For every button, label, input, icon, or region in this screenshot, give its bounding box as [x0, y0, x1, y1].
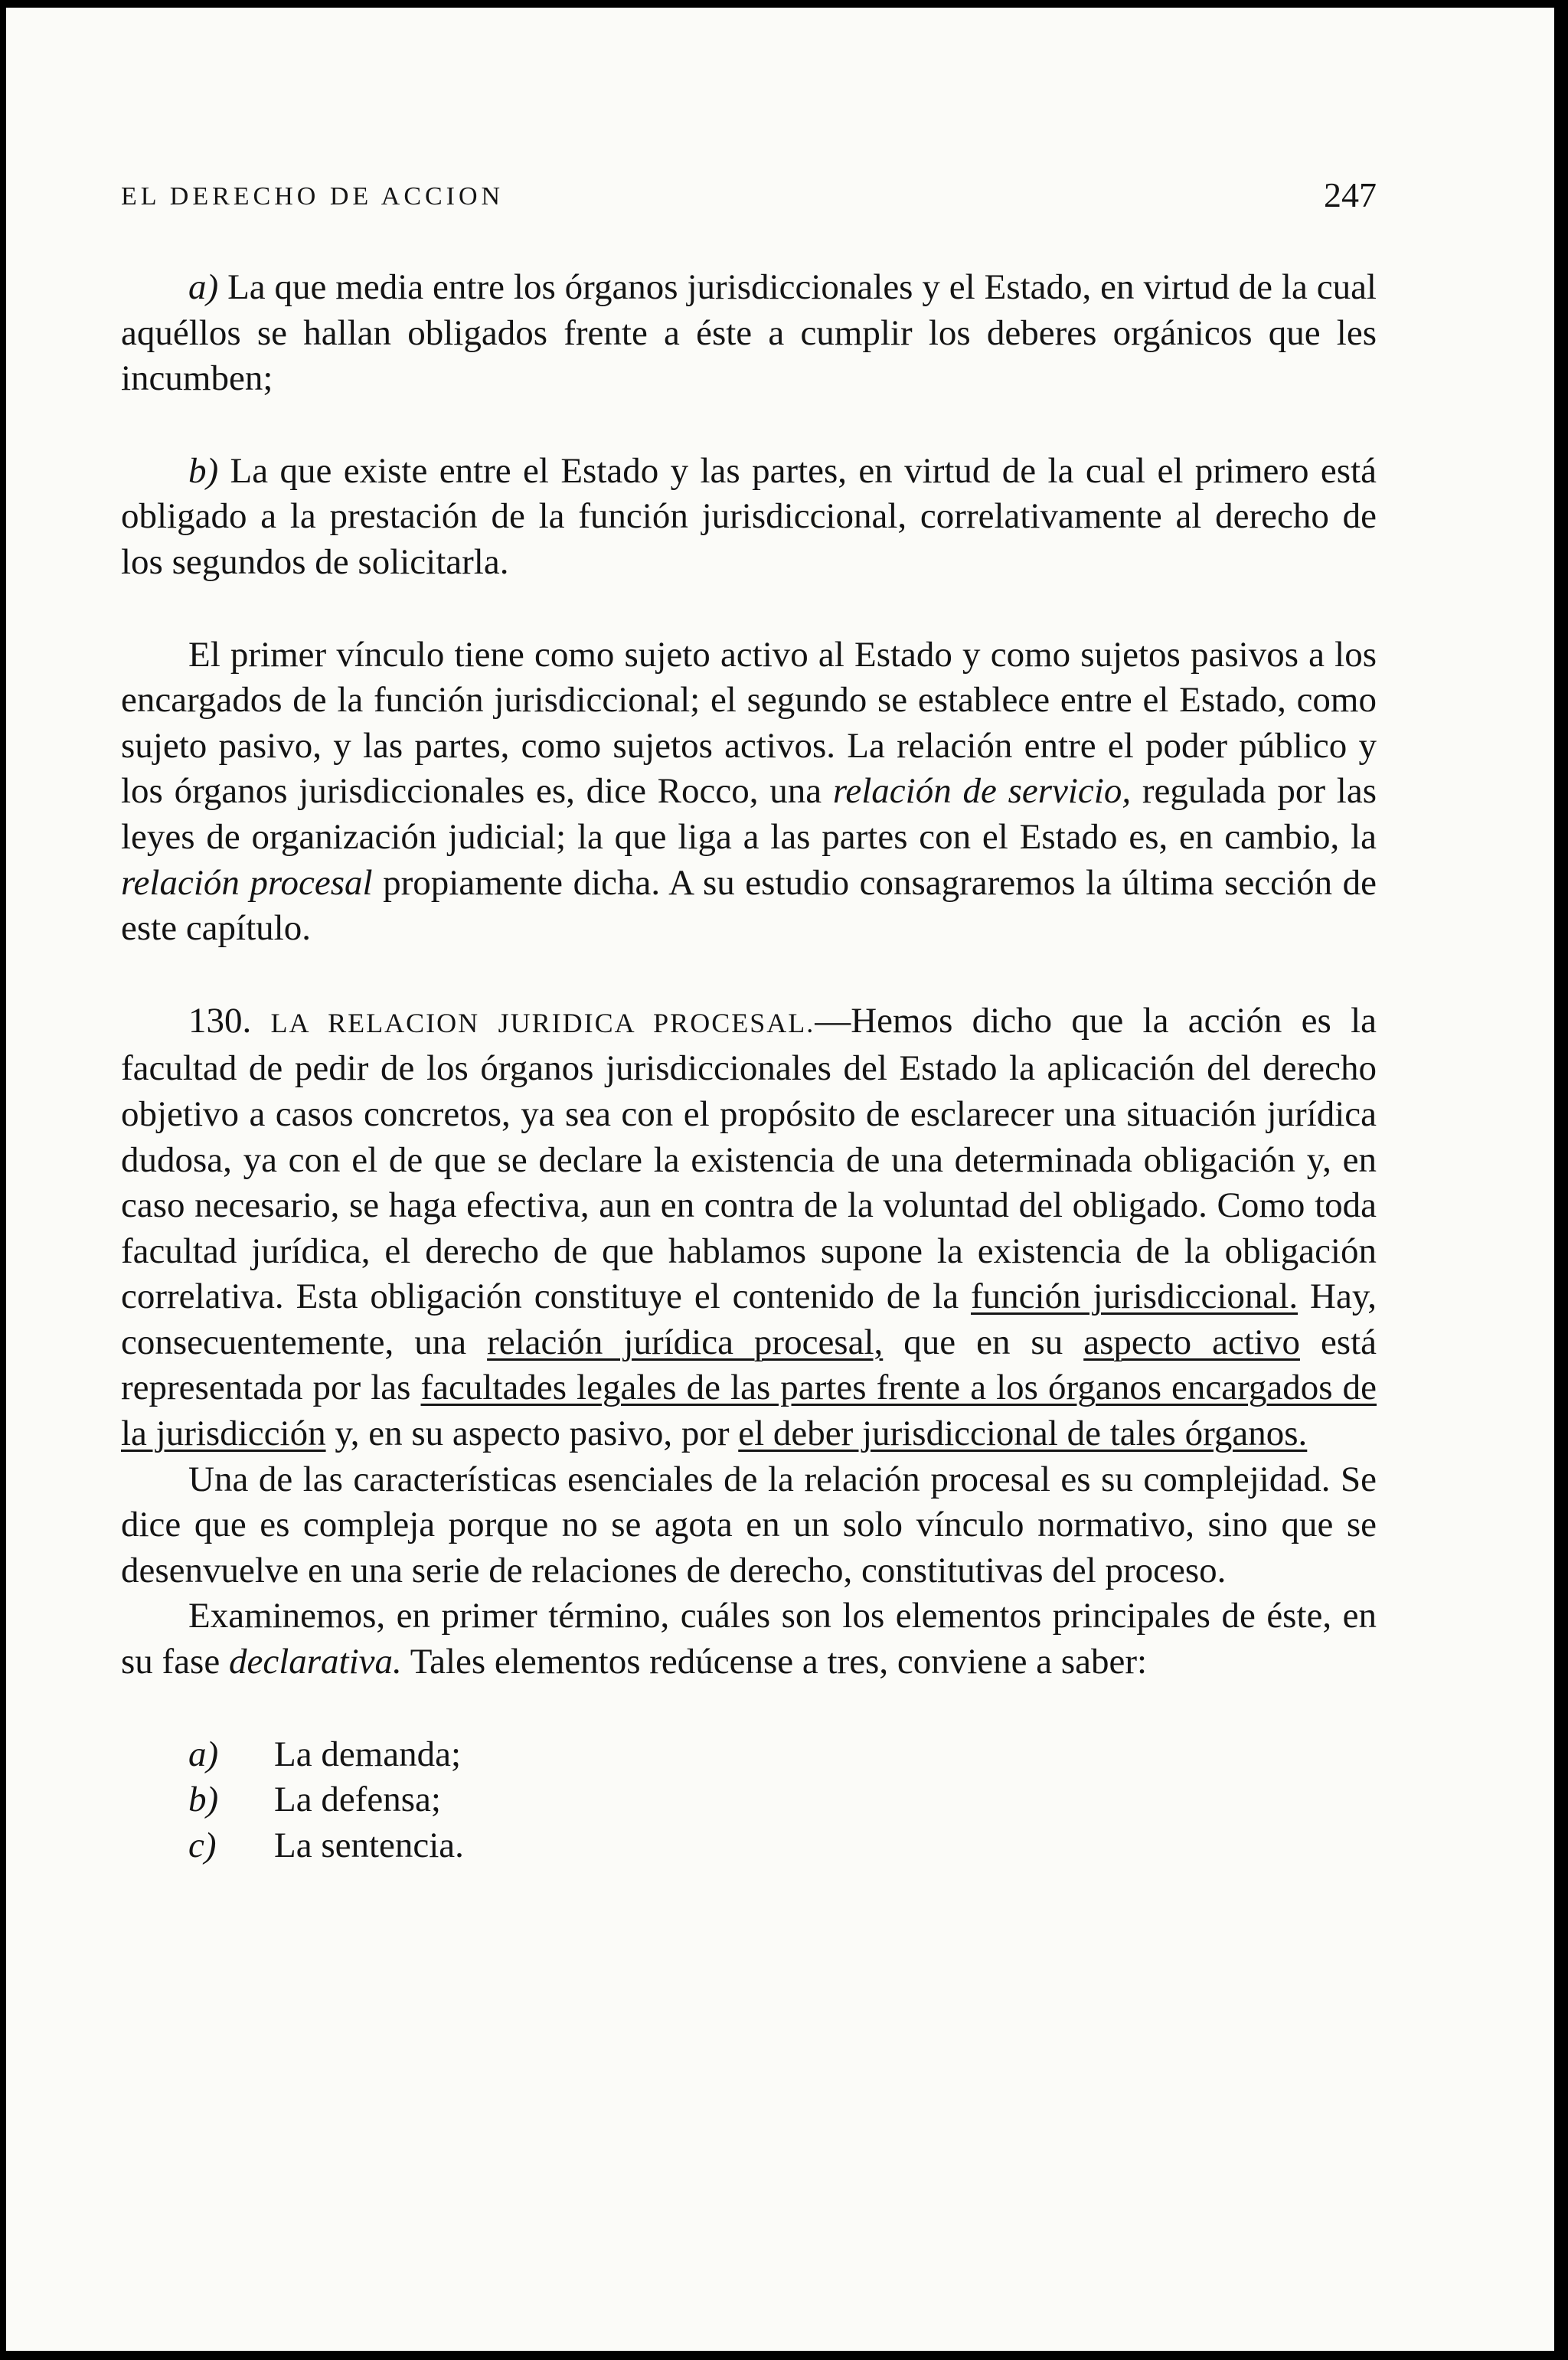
examinemos-text-2: Tales elementos redúcense a tres, conviene a saber:	[410, 1642, 1148, 1682]
vinculo-text-2: regulada por las leyes de organización judicial; la que liga a las partes con el Estado es, en cambio, la	[121, 771, 1377, 857]
page-number: 247	[1324, 175, 1377, 214]
elements-list	[121, 1732, 1377, 1869]
paragraph-b	[121, 449, 1377, 586]
paragraph-b-text: La que existe entre el Estado y las partes, en virtud de la cual el primero está obligado a la prestación de la función jurisdiccional, correlativamente al derecho de los segundos de solicitarla.	[121, 450, 1377, 582]
section-130-text-2: Hay, consecuentemente, una	[121, 1276, 1377, 1362]
section-heading: LA RELACION JURIDICA PROCESAL.	[270, 1007, 815, 1038]
underlined-aspecto-activo: aspecto activo	[1083, 1322, 1300, 1362]
section-130-text-5: y, en su aspecto pasivo, por	[335, 1414, 730, 1454]
vinculo-italic-1: relación de servicio,	[832, 771, 1132, 812]
paragraph-a	[121, 265, 1377, 402]
paragraph-vinculo	[121, 632, 1377, 952]
running-title: EL DERECHO DE ACCION	[121, 182, 505, 211]
examinemos-text-1: Examinemos, en primer término, cuáles son los elementos principales de éste, en su fase	[121, 1596, 1377, 1682]
list-text: La demanda;	[274, 1734, 462, 1774]
underlined-deber-jurisdiccional: el deber jurisdiccional de tales órganos.	[738, 1414, 1308, 1454]
page-header	[121, 175, 1377, 221]
section-130-text-3: que en su	[903, 1322, 1063, 1362]
list-item	[121, 1823, 1377, 1869]
underlined-relacion-juridica-procesal: relación jurídica procesal,	[487, 1322, 884, 1362]
complejidad-text: Una de las características esenciales de la relación procesal es su complejidad. Se dice que es compleja porque no se agota en un solo vínculo normativo, sino que se desenvuelve en una serie de relaciones de derecho, constitutivas del proceso.	[121, 1459, 1377, 1590]
underlined-facultades-legales: facultades legales de las partes frente a los órganos encargados de la jurisdicción	[121, 1368, 1377, 1454]
list-item	[121, 1777, 1377, 1823]
paragraph-b-marker: b)	[188, 450, 219, 491]
vinculo-text-1: El primer vínculo tiene como sujeto activo al Estado y como sujetos pasivos a los encargados de la función jurisdiccional; el segundo se establece entre el Estado, como sujeto pasivo, y las partes, como sujetos activos. La relación entre el poder público y los órganos jurisdiccionales es, dice Rocco, una	[121, 634, 1377, 812]
list-marker: c)	[188, 1825, 217, 1865]
book-page	[6, 8, 1554, 2351]
paragraph-a-marker: a)	[188, 267, 219, 307]
vinculo-italic-2: relación procesal	[121, 862, 373, 903]
list-marker: b)	[188, 1780, 219, 1820]
list-item	[121, 1732, 1377, 1778]
section-130	[121, 999, 1377, 1457]
paragraph-examinemos	[121, 1593, 1377, 1685]
section-130-text-1: —Hemos dicho que la acción es la facultad de pedir de los órganos jurisdiccionales del Estado la aplicación del derecho objetivo a casos concretos, ya sea con el propósito de esclarecer una situación jurídica dudosa, ya con el de que se declare la existencia de una determinada obligación y, en caso necesario, se haga efectiva, aun en contra de la voluntad del obligado. Como toda facultad jurídica, el derecho de que hablamos supone la existencia de la obligación correlativa. Esta obligación constituye el contenido de la	[121, 1000, 1377, 1317]
underlined-funcion-jurisdiccional: función jurisdiccional.	[971, 1276, 1298, 1317]
vinculo-text-3: propiamente dicha. A su estudio consagraremos la última sección de este capítulo.	[121, 862, 1377, 949]
page-body	[121, 265, 1377, 1868]
section-number: 130.	[188, 1000, 252, 1041]
list-text: La sentencia.	[274, 1825, 464, 1865]
examinemos-italic: declarativa.	[228, 1642, 402, 1682]
list-marker: a)	[188, 1734, 219, 1774]
paragraph-a-text: La que media entre los órganos jurisdiccionales y el Estado, en virtud de la cual aquéllos se hallan obligados frente a éste a cumplir los deberes orgánicos que les incumben;	[121, 267, 1377, 399]
list-text: La defensa;	[274, 1780, 441, 1820]
section-130-text-4: está representada por las	[121, 1322, 1377, 1408]
paragraph-complejidad	[121, 1457, 1377, 1594]
